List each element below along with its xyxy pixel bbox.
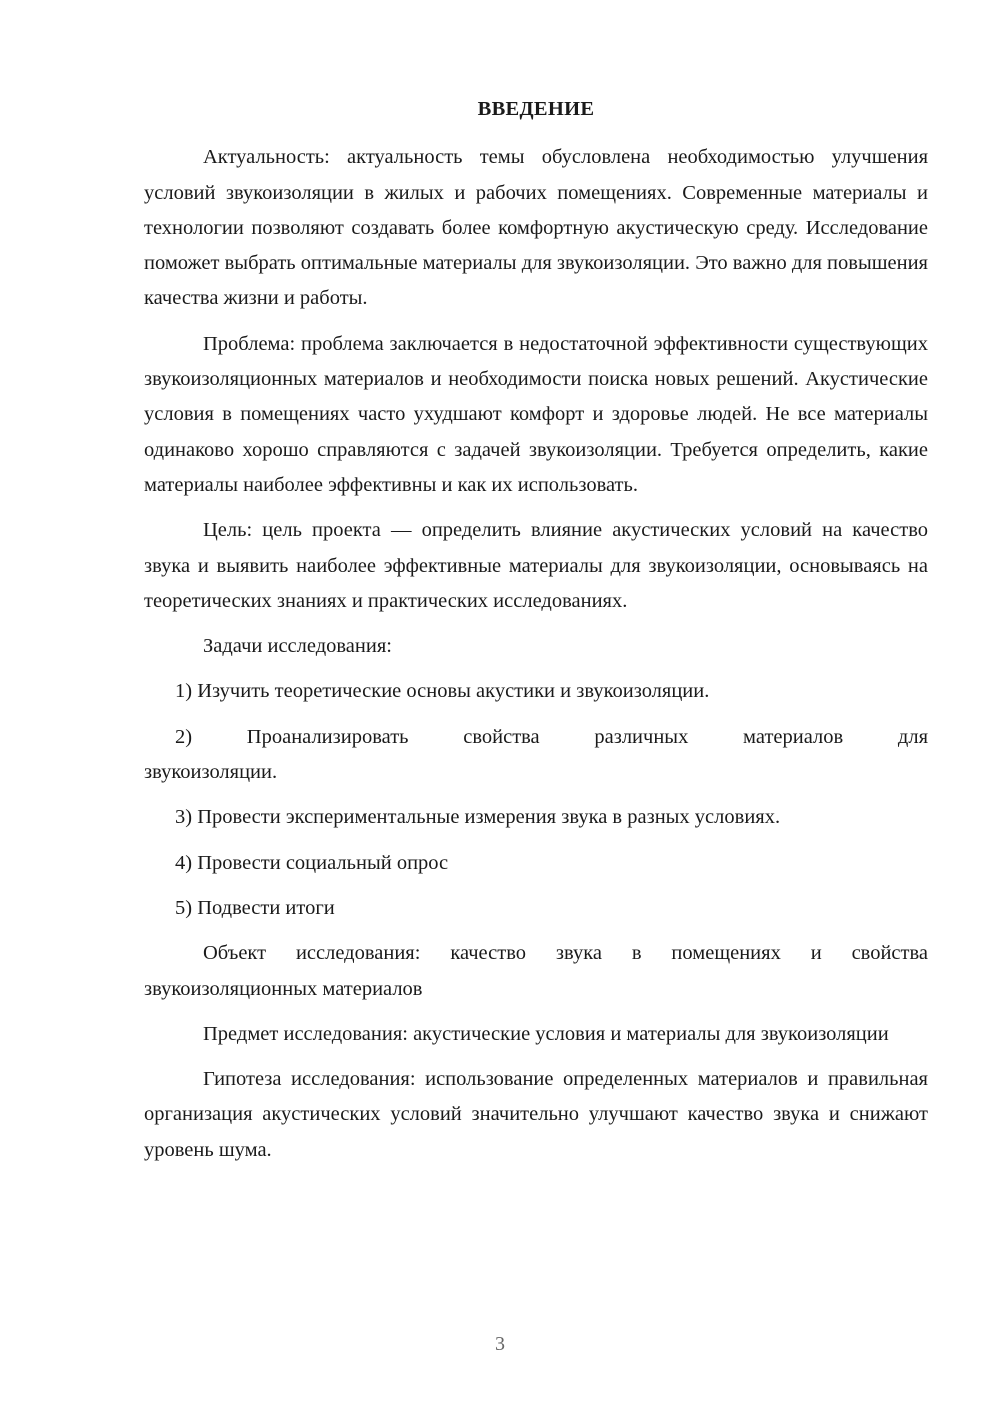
goal-paragraph: Цель: цель проекта — определить влияние акустических условий на качество звука и выявить наиболее эффективные материалы для звукоизоляции, основываясь на теоретических знаниях и практических исследованиях.: [144, 519, 928, 612]
tasks-heading: Задачи исследования:: [203, 635, 392, 658]
object-paragraph: Объект исследования: качество звука в помещениях и свойства звукоизоляционных материалов: [144, 942, 928, 1000]
subject-paragraph: Предмет исследования: акустические условия и материалы для звукоизоляции: [203, 1022, 889, 1045]
document-page: [144, 92, 928, 1178]
task-item-5: 5) Подвести итоги: [175, 896, 335, 919]
relevance-paragraph: Актуальность: актуальность темы обусловлена необходимостью улучшения условий звукоизоляции в жилых и рабочих помещениях. Современные материалы и технологии позволяют создавать более комфортную акустическую среду. Исследование поможет выбрать оптимальные материалы для звукоизоляции. Это важно для повышения качества жизни и работы.: [144, 146, 928, 310]
hypothesis-paragraph: Гипотеза исследования: использование определенных материалов и правильная организация акустических условий значительно улучшают качество звука и снижают уровень шума.: [144, 1068, 928, 1161]
task-item-4: 4) Провести социальный опрос: [175, 851, 449, 874]
page-number: 3: [495, 1333, 505, 1355]
problem-paragraph: Проблема: проблема заключается в недостаточной эффективности существующих звукоизоляционных материалов и необходимости поиска новых решений. Акустические условия в помещениях часто ухудшают комфорт и здоровье людей. Не все материалы одинаково хорошо справляются с задачей звукоизоляции. Требуется определить, какие материалы наиболее эффективны и как их использовать.: [144, 332, 928, 496]
page-title: ВВЕДЕНИЕ: [477, 98, 595, 120]
task-item-2: 2) Проанализировать свойства различных материалов для звукоизоляции.: [144, 725, 928, 784]
task-item-1: 1) Изучить теоретические основы акустики и звукоизоляции.: [175, 680, 710, 703]
task-item-3: 3) Провести экспериментальные измерения звука в разных условиях.: [175, 806, 781, 829]
